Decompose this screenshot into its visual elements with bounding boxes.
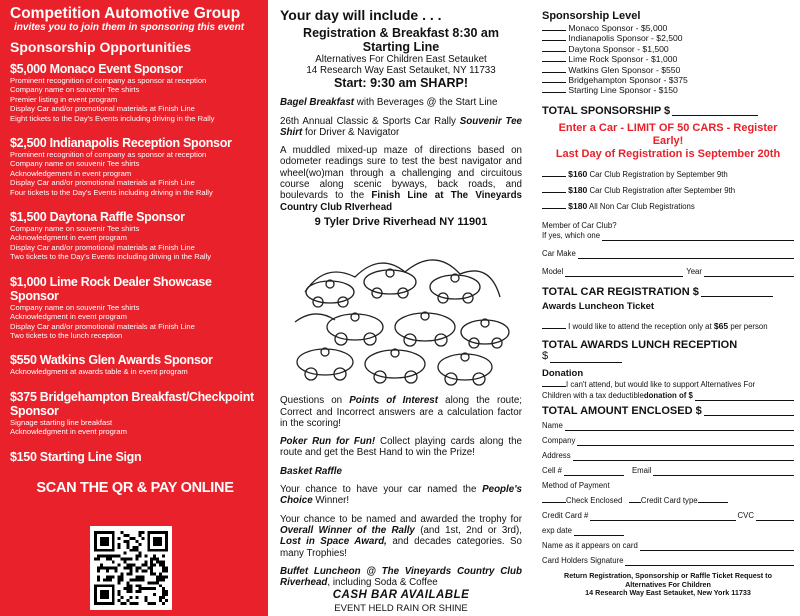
name-field[interactable]: Name (542, 421, 794, 431)
car-club-name-field[interactable]: If yes, which one (542, 231, 794, 241)
trophy-awards: Your chance to be named and awarded the trophy for Overall Winner of the Rally (and 1st, 2nd or 3rd), Lost in Space Award, and decades categories. So many Trophies! (280, 513, 522, 559)
sponsor-monaco (10, 62, 260, 123)
day-heading: Your day will include . . . (280, 7, 442, 23)
sponsor-lime-rock (10, 275, 260, 341)
awards-luncheon-heading: Awards Luncheon Ticket (542, 301, 655, 313)
opportunities-heading: Sponsorship Opportunities (10, 39, 192, 55)
scan-qr-heading: SCAN THE QR & PAY ONLINE (36, 479, 234, 496)
basket-raffle: Basket Raffle (280, 465, 342, 477)
sponsor-benefit: Two tickets to the Day's Events including driving in the Rally (10, 252, 212, 262)
total-amount-enclosed-field[interactable]: TOTAL AMOUNT ENCLOSED $ (542, 406, 794, 416)
sponsor-benefit: Four tickets to the Day's Events including driving in the Rally (10, 187, 213, 197)
total-car-registration-field[interactable]: TOTAL CAR REGISTRATION $ (542, 287, 794, 297)
total-awards-lunch-field[interactable]: $ (542, 350, 794, 363)
car-club-registration-late[interactable]: $180 Car Club Registration after September 9th (542, 185, 794, 196)
rally-cars-cartoon-icon (285, 232, 517, 388)
company-field[interactable]: Company (542, 436, 794, 446)
sponsor-title: $375 Bridgehampton Breakfast/Checkpoint Sponsor (10, 389, 254, 418)
sponsor-title: $5,000 Monaco Event Sponsor (10, 62, 183, 76)
donation-text[interactable]: I can't attend, but would like to support Alternatives For (542, 380, 794, 390)
org-name: Competition Automotive Group (10, 5, 241, 22)
return-address: Return Registration, Sponsorship or Raffle Ticket Request to Alternatives For Children 14 Research Way East Setauket, New York 11733 (564, 571, 772, 598)
starting-line-title: Starting Line (362, 39, 440, 54)
donation-heading: Donation (542, 368, 584, 380)
sponsor-benefit: Prominent recognition of company as sponsor at reception (10, 150, 207, 160)
buffet-luncheon: Buffet Luncheon @ The Vineyards Country Club Riverhead, including Soda & Coffee (280, 565, 522, 589)
sponsor-benefit: Acknowledgement in event program (10, 168, 132, 178)
qr-code-icon[interactable] (90, 526, 172, 610)
sponsorship-level-monaco[interactable]: Monaco Sponsor - $5,000 (542, 23, 794, 33)
total-awards-lunch-heading: TOTAL AWARDS LUNCH RECEPTION (542, 339, 738, 352)
sponsorship-level-lime-rock[interactable]: Lime Rock Sponsor - $1,000 (542, 54, 794, 64)
sponsorship-level-daytona[interactable]: Daytona Sponsor - $1,500 (542, 44, 794, 54)
cell-email-field[interactable]: Cell # Email (542, 466, 794, 476)
donation-amount-field[interactable]: Children with a tax deductible donation of $ (542, 391, 794, 401)
reception-only-field[interactable]: I would like to attend the reception only at $65 per person (542, 321, 794, 332)
cash-bar: CASH BAR AVAILABLE (332, 589, 470, 602)
sponsor-benefit: Acknowledgment at awards table & in event program (10, 367, 188, 377)
sponsor-indianapolis (10, 136, 260, 197)
start-time: Start: 9:30 am SHARP! (333, 76, 469, 91)
sponsor-benefit: Premier listing in event program (10, 94, 118, 104)
rally-description: A muddled mixed-up maze of directions based on odometer readings sure to test the best navigator and wheel(wo)man through a challenging and circuitous course along scenic byways, back roads, and boulevards to the Finish Line at The Vineyards Country Club RIverhead (280, 145, 523, 213)
starting-line-sign: $150 Starting Line Sign (10, 449, 142, 464)
payment-type-options[interactable]: Check Enclosed Credit Card type (542, 496, 794, 506)
peoples-choice: Your chance to have your car named the People's Choice Winner! (280, 484, 522, 507)
non-car-club-registration[interactable]: $180 All Non Car Club Registrations (542, 201, 794, 212)
member-car-club-label: Member of Car Club? (542, 220, 617, 230)
invite-text: invites you to join them in sponsoring this event (14, 22, 245, 33)
finish-address: 9 Tyler Drive Riverhead NY 11901 (314, 215, 488, 228)
sponsor-benefit: Company name on souvenir Tee shirts (10, 85, 140, 95)
sponsor-benefit: Prominent recognition of company as sponsor at reception (10, 76, 207, 85)
venue-name: Alternatives For Children East Setauket (315, 54, 487, 66)
sponsor-benefit: Company name on souvenir Tee shirts (10, 224, 140, 234)
sponsor-benefit: Company name on souvenir Tee shirts (10, 302, 140, 312)
car-model-year-field[interactable]: Model Year (542, 267, 794, 277)
sponsorship-panel (0, 0, 268, 616)
sponsor-benefit: Company name on souvenir Tee shirts (10, 159, 140, 169)
registration-form (542, 10, 794, 598)
poker-run: Poker Run for Fun! Collect playing cards along the route and get the Best Hand to win the Prize! (280, 436, 522, 459)
sponsor-bridgehampton (10, 390, 260, 437)
sponsor-title: $2,500 Indianapolis Reception Sponsor (10, 136, 232, 151)
sponsor-benefit: Acknowledgment in event program (10, 427, 127, 437)
card-signature-field[interactable]: Card Holders Signature (542, 556, 794, 566)
car-make-field[interactable]: Car Make (542, 249, 794, 259)
venue-address: 14 Research Way East Setauket, NY 11733 (306, 65, 496, 77)
sponsor-benefit: Display Car and/or promotional materials at Finish Line (10, 104, 195, 114)
sponsor-benefit: Display Car and/or promotional materials at Finish Line (10, 242, 195, 252)
sponsor-benefit: Eight tickets to the Day's Events including driving in the Rally (10, 113, 215, 123)
sponsor-benefit: Display Car and/or promotional materials at Finish Line (10, 321, 195, 331)
registration-time: Registration & Breakfast 8:30 am (303, 26, 499, 41)
sponsor-title: $1,500 Daytona Raffle Sponsor (10, 210, 185, 225)
sponsorship-level-heading: Sponsorship Level (542, 10, 641, 22)
sponsor-benefit: Acknowledgment in event program (10, 233, 127, 243)
sponsor-benefit: Two tickets to the lunch reception (10, 330, 123, 340)
address-field[interactable]: Address (542, 451, 794, 461)
sponsor-title: $550 Watkins Glen Awards Sponsor (10, 353, 213, 368)
rain-or-shine: EVENT HELD RAIN OR SHINE (334, 602, 468, 614)
event-details (280, 7, 523, 614)
sponsor-title: $1,000 Lime Rock Dealer Showcase Sponsor (10, 274, 212, 303)
enter-car-heading: Enter a Car - LIMIT OF 50 CARS - Register Early! Last Day of Registration is September 20th (555, 122, 781, 161)
sponsorship-level-bridgehampton[interactable]: Bridgehampton Sponsor - $375 (542, 75, 794, 85)
exp-date-field[interactable]: exp date (542, 526, 794, 536)
sponsor-watkins-glen (10, 353, 260, 376)
sponsor-benefit: Signage starting line breakfast (10, 417, 113, 427)
credit-card-number-field[interactable]: Credit Card # CVC (542, 511, 794, 521)
rally-tee-shirt: 26th Annual Classic & Sports Car Rally Souvenir Tee Shirt for Driver & Navigator (280, 115, 522, 138)
total-sponsorship-field[interactable]: TOTAL SPONSORSHIP $ (542, 106, 794, 116)
sponsor-benefit: Display Car and/or promotional materials at Finish Line (10, 178, 195, 188)
sponsorship-level-watkins-glen[interactable]: Watkins Glen Sponsor - $550 (542, 65, 794, 75)
name-on-card-field[interactable]: Name as it appears on card (542, 541, 794, 551)
sponsorship-level-starting-line[interactable]: Starting Line Sponsor - $150 (542, 85, 794, 95)
car-club-registration-early[interactable]: $160 Car Club Registration by September 9th (542, 169, 794, 180)
sponsorship-level-indianapolis[interactable]: Indianapolis Sponsor - $2,500 (542, 33, 794, 43)
bagel-breakfast: Bagel Breakfast with Beverages @ the Start Line (280, 97, 498, 109)
points-of-interest: Questions on Points of Interest along the route; Correct and Incorrect answers are a calculation factor in the scoring! (280, 395, 522, 429)
sponsor-daytona (10, 210, 260, 262)
method-of-payment-label: Method of Payment (542, 481, 610, 491)
sponsor-benefit: Acknowledgment in event program (10, 312, 127, 322)
